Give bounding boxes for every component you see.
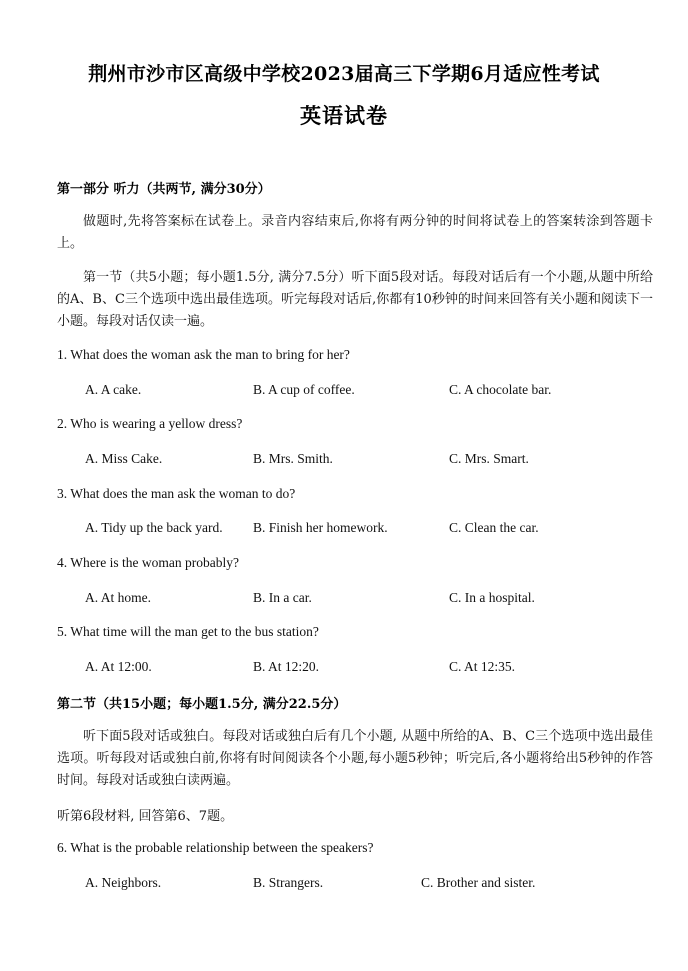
exam-subtitle: 英语试卷 — [300, 103, 388, 128]
q5-option-c: C. At 12:35. — [449, 659, 516, 674]
question-2: 2. Who is wearing a yellow dress? — [57, 416, 243, 431]
question-3: 3. What does the man ask the woman to do? — [57, 486, 296, 501]
section2-instructions: 听下面5段对话或独白。每段对话或独白后有几个小题, 从题中所给的A、B、C三个选项中选出最佳选项。听每段对话或独白前,你将有时间阅读各个小题,每小题5秒钟；听完后,各小题将给出5秒钟的作答时间。每段对话或独白读两遍。 — [57, 729, 653, 788]
part1-instructions: 做题时,先将答案标在试卷上。录音内容结束后,你将有两分钟的时间将试卷上的答案转涂到答题卡上。 — [57, 214, 653, 251]
q1-option-c: C. A chocolate bar. — [449, 382, 552, 397]
q5-option-a: A. At 12:00. — [85, 659, 152, 674]
section1-instructions: 第一节（共5小题；每小题1.5分, 满分7.5分）听下面5段对话。每段对话后有一个小题,从题中所给的A、B、C三个选项中选出最佳选项。听完每段对话后,你都有10秒钟的时间来回答有关小题和阅读下一小题。每段对话仅读一遍。 — [57, 270, 653, 329]
question-1: 1. What does the woman ask the man to bring for her? — [57, 347, 350, 362]
q4-option-b: B. In a car. — [253, 590, 312, 605]
question-6: 6. What is the probable relationship between the speakers? — [57, 840, 374, 855]
question-4: 4. Where is the woman probably? — [57, 555, 239, 570]
q2-option-a: A. Miss Cake. — [85, 451, 163, 466]
q4-option-a: A. At home. — [85, 590, 151, 605]
q6-option-a: A. Neighbors. — [85, 875, 162, 890]
q2-option-b: B. Mrs. Smith. — [253, 451, 333, 466]
q3-option-b: B. Finish her homework. — [253, 520, 388, 535]
q1-option-b: B. A cup of coffee. — [253, 382, 355, 397]
q3-option-a: A. Tidy up the back yard. — [85, 520, 223, 535]
q2-option-c: C. Mrs. Smart. — [449, 451, 529, 466]
q6-option-c: C. Brother and sister. — [421, 875, 536, 890]
q6-option-b: B. Strangers. — [253, 875, 324, 890]
q1-option-a: A. A cake. — [85, 382, 142, 397]
question-5: 5. What time will the man get to the bus station? — [57, 624, 319, 639]
section2-heading: 第二节（共15小题；每小题1.5分, 满分22.5分） — [57, 697, 347, 712]
part1-heading: 第一部分 听力（共两节, 满分30分） — [57, 182, 271, 197]
q4-option-c: C. In a hospital. — [449, 590, 535, 605]
q5-option-b: B. At 12:20. — [253, 659, 320, 674]
q3-option-c: C. Clean the car. — [449, 520, 539, 535]
exam-title: 荆州市沙市区高级中学校2023届高三下学期6月适应性考试 — [88, 63, 600, 85]
material-note: 听第6段材料, 回答第6、7题。 — [57, 809, 234, 824]
